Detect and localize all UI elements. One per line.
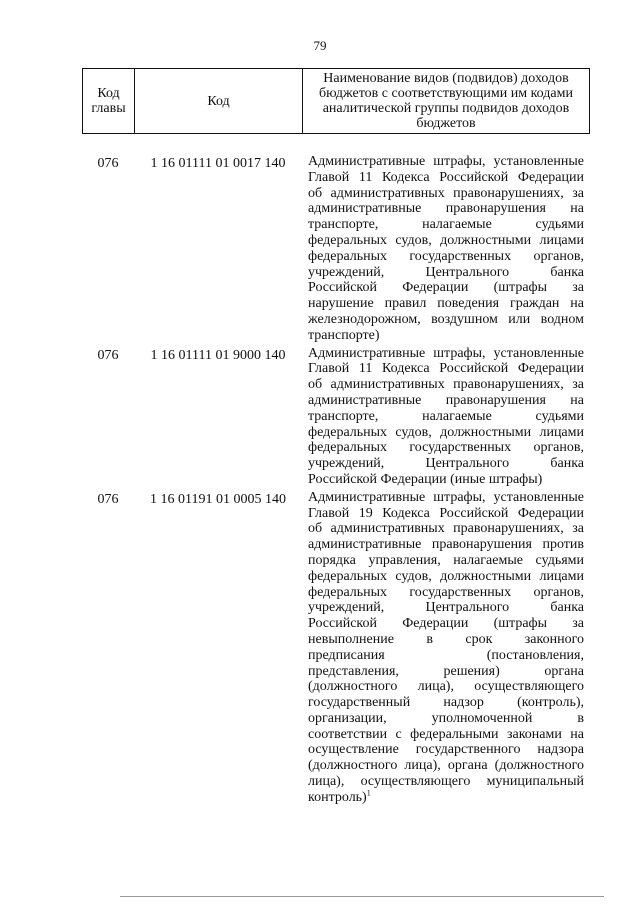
description-line: порядка управления, налагаемые судьями [308, 552, 584, 568]
table-body [82, 154, 602, 806]
chapter-code: 076 [97, 347, 119, 363]
description-line: лица), осуществляющего муниципальный [308, 774, 584, 790]
description-line: (должностного лица), органа (должностного [308, 758, 584, 774]
description-line: Административные штрафы, установленные [308, 345, 584, 361]
footnote-marker: 1 [366, 788, 371, 798]
description-line: представления, решения) органа [308, 663, 584, 679]
description-line: Административные штрафы, установленные [308, 489, 584, 505]
description-line: учреждений, Центрального банка [308, 264, 584, 280]
description-line: организации, уполномоченной в [308, 710, 584, 726]
description-line: контроль)$^1$ [308, 788, 371, 805]
bottom-divider [120, 896, 604, 897]
description-line: учреждений, Центрального банка [308, 456, 584, 472]
description-line: Российской Федерации (штрафы за [308, 280, 584, 296]
description-line: Российской Федерации (иные штрафы) [308, 471, 543, 487]
description-line: федеральных судов, должностными лицами [308, 424, 584, 440]
income-description [302, 154, 584, 344]
description-line: административные правонарушения против [308, 537, 584, 553]
income-description [302, 490, 584, 806]
description-line: нарушение правил поведения граждан на [308, 296, 584, 312]
description-line: федеральных судов, должностными лицами [308, 568, 584, 584]
description-line: административные правонарушения на [308, 201, 584, 217]
description-line: Административные штрафы, установленные [308, 154, 584, 169]
description-line: об административных правонарушениях, за [308, 185, 584, 201]
income-description [302, 346, 584, 488]
description-line: федеральных государственных органов, [308, 248, 584, 264]
description-line: Российской Федерации (штрафы за [308, 616, 584, 632]
description-line: соответствии с федеральными законами на [308, 726, 584, 742]
chapter-code: 076 [97, 491, 119, 507]
description-line: предписания (постановления, [308, 647, 584, 663]
description-line: транспорте) [308, 327, 380, 343]
description-line: федеральных государственных органов, [308, 584, 584, 600]
description-line: невыполнение в срок законного [308, 631, 584, 647]
income-code: 1 16 01111 01 0017 140 [150, 156, 286, 171]
header-chapter-code: Код главы [83, 69, 135, 133]
header-name: Наименование видов (подвидов) доходов бюджетов с соответствующими им кодами аналитической группы подвидов доходов бюджетов [319, 71, 573, 131]
description-line: Главой 11 Кодекса Российской Федерации [308, 169, 584, 185]
chapter-code: 076 [97, 156, 119, 171]
description-line: осуществление государственного надзора [308, 742, 584, 758]
description-line: Главой 11 Кодекса Российской Федерации [308, 361, 584, 377]
description-line: федеральных государственных органов, [308, 440, 584, 456]
page-number: 79 [313, 38, 327, 53]
description-line: транспорте, налагаемые судьями [308, 217, 584, 233]
table-header [82, 68, 590, 134]
description-line: Главой 19 Кодекса Российской Федерации [308, 505, 584, 521]
description-line: об административных правонарушениях, за [308, 377, 584, 393]
description-line: железнодорожном, воздушном или водном [308, 311, 584, 327]
table-row [82, 346, 602, 488]
description-line: государственный надзор (контроль), [308, 695, 584, 711]
description-line: об административных правонарушениях, за [308, 521, 584, 537]
description-line: административные правонарушения на [308, 392, 584, 408]
income-code: 1 16 01111 01 9000 140 [150, 347, 286, 363]
income-code: 1 16 01191 01 0005 140 [150, 491, 286, 507]
header-code: Код [135, 69, 303, 133]
description-line: учреждений, Центрального банка [308, 600, 584, 616]
description-line: транспорте, налагаемые судьями [308, 408, 584, 424]
description-line: федеральных судов, должностными лицами [308, 232, 584, 248]
table-row [82, 154, 602, 344]
description-line: (должностного лица), осуществляющего [308, 679, 584, 695]
table-row [82, 490, 602, 806]
